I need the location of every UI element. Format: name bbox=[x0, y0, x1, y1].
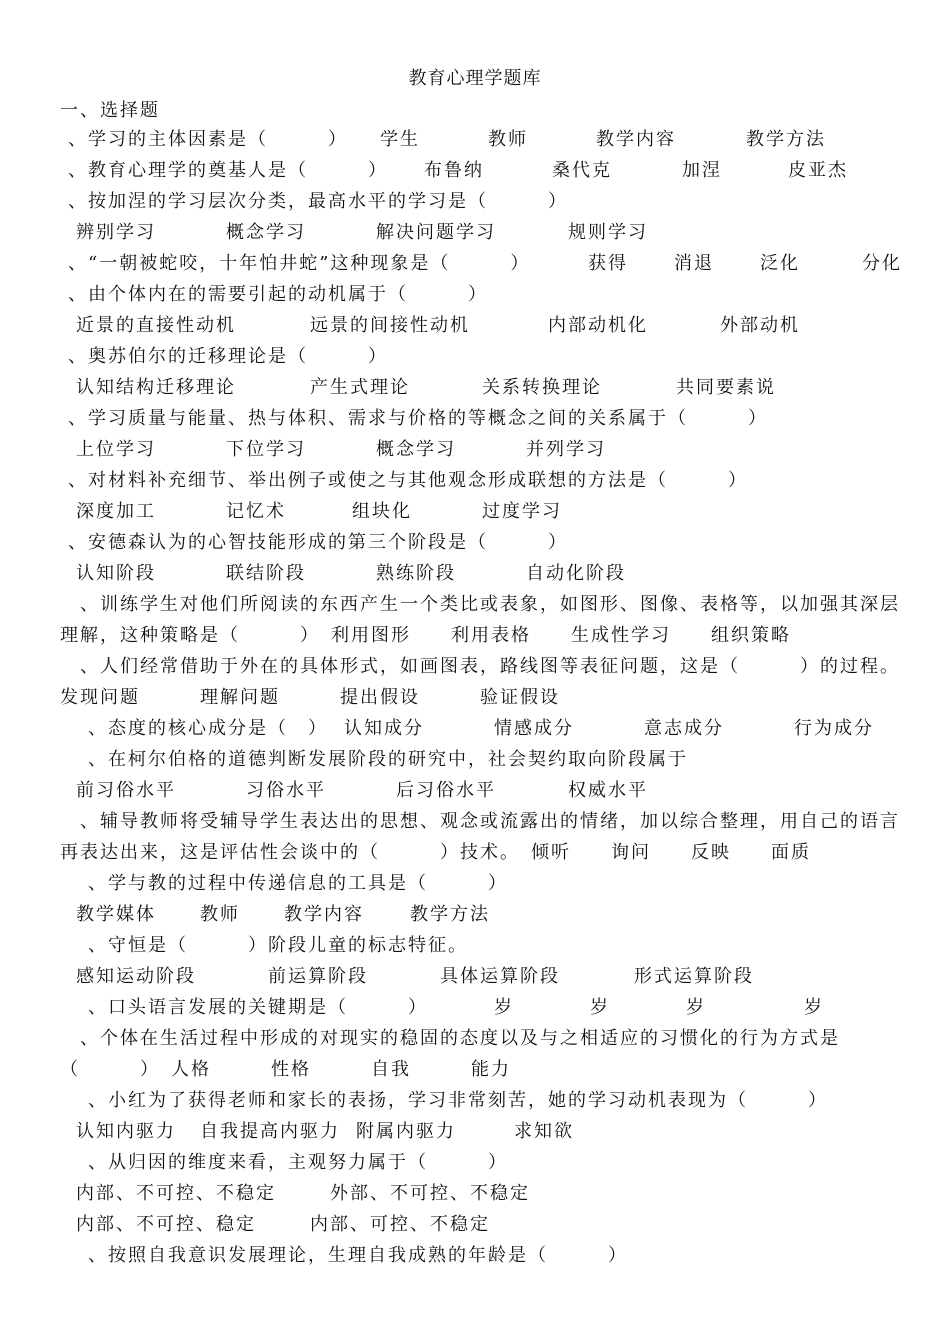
options-line bbox=[60, 217, 905, 248]
question-paragraph: 、个体在生活过程中形成的对现实的稳固的态度以及与之相适应的习惯化的行为方式是（ ） 人格 性格 自我 能力 bbox=[60, 1028, 840, 1080]
answer-option: 上位学习 bbox=[76, 439, 156, 460]
question-stem: 、教育心理学的奠基人是（ ） bbox=[68, 160, 388, 181]
question-stem: 、安德森认为的心智技能形成的第三个阶段是（ ） bbox=[68, 532, 568, 553]
options-line bbox=[60, 775, 905, 806]
answer-option: 概念学习 bbox=[376, 439, 456, 460]
question-line bbox=[60, 279, 905, 310]
answer-option: 教学方法 bbox=[746, 129, 826, 150]
answer-option: 教学方法 bbox=[410, 904, 490, 925]
answer-option: 教师 bbox=[488, 129, 528, 150]
question-stem: 、小红为了获得老师和家长的表扬，学习非常刻苦，她的学习动机表现为（ ） bbox=[68, 1090, 828, 1111]
answer-option: 分化 bbox=[862, 253, 902, 274]
options-line bbox=[60, 961, 905, 992]
question-list bbox=[60, 124, 911, 1271]
answer-option: 学生 bbox=[380, 129, 420, 150]
answer-option: 意志成分 bbox=[644, 718, 724, 739]
answer-option: 情感成分 bbox=[494, 718, 574, 739]
answer-option: 习俗水平 bbox=[246, 780, 326, 801]
question-stem: 、奥苏伯尔的迁移理论是（ ） bbox=[68, 346, 388, 367]
question-line bbox=[60, 930, 905, 961]
question-line bbox=[60, 868, 905, 899]
question-paragraph: 、辅导教师将受辅导学生表达出的思想、观念或流露出的情绪，加以综合整理，用自己的语言再表达出来，这是评估性会谈中的（ ）技术。 倾听 询问 反映 面质 bbox=[60, 811, 900, 863]
question-stem: 、学与教的过程中传递信息的工具是（ ） bbox=[68, 873, 508, 894]
answer-option: 关系转换理论 bbox=[482, 377, 602, 398]
answer-option: 熟练阶段 bbox=[376, 563, 456, 584]
question-stem: 、口头语言发展的关键期是（ ） bbox=[68, 997, 428, 1018]
answer-option: 教学内容 bbox=[284, 904, 364, 925]
answer-option: 辨别学习 bbox=[76, 222, 156, 243]
answer-option: 行为成分 bbox=[794, 718, 874, 739]
answer-option: 内部、不可控、不稳定 bbox=[76, 1183, 276, 1204]
question-line bbox=[60, 1147, 905, 1178]
document-title: 教育心理学题库 bbox=[408, 68, 542, 89]
answer-option: 下位学习 bbox=[226, 439, 306, 460]
question-line bbox=[60, 465, 905, 496]
options-line bbox=[60, 434, 905, 465]
section-heading: 一、选择题 bbox=[60, 100, 160, 121]
question-stem: 、对材料补充细节、举出例子或使之与其他观念形成联想的方法是（ ） bbox=[68, 470, 748, 491]
answer-option: 前运算阶段 bbox=[268, 966, 368, 987]
answer-option: 外部动机 bbox=[720, 315, 800, 336]
answer-option: 教学内容 bbox=[596, 129, 676, 150]
answer-option: 认知内驱力 bbox=[76, 1121, 176, 1142]
answer-option: 自我提高内驱力 bbox=[200, 1121, 340, 1142]
options-line bbox=[60, 1209, 905, 1240]
answer-option: 岁 bbox=[590, 997, 610, 1018]
question-stem: 、学习质量与能量、热与体积、需求与价格的等概念之间的关系属于（ ） bbox=[68, 408, 768, 429]
answer-option: 前习俗水平 bbox=[76, 780, 176, 801]
answer-option: 附属内驱力 bbox=[356, 1121, 456, 1142]
options-line bbox=[60, 372, 905, 403]
answer-option: 后习俗水平 bbox=[396, 780, 496, 801]
question-line bbox=[60, 1240, 905, 1271]
answer-option: 规则学习 bbox=[568, 222, 648, 243]
answer-option: 自动化阶段 bbox=[526, 563, 626, 584]
answer-option: 产生式理论 bbox=[310, 377, 410, 398]
question-stem: 、从归因的维度来看，主观努力属于（ ） bbox=[68, 1152, 508, 1173]
answer-option: 共同要素说 bbox=[676, 377, 776, 398]
question-stem: 、在柯尔伯格的道德判断发展阶段的研究中，社会契约取向阶段属于 bbox=[68, 749, 688, 770]
answer-option: 过度学习 bbox=[482, 501, 562, 522]
question-stem: 、态度的核心成分是（ ） bbox=[68, 718, 328, 739]
question-stem: 、学习的主体因素是（ ） bbox=[68, 129, 348, 150]
question-stem: 、守恒是（ ）阶段儿童的标志特征。 bbox=[68, 935, 468, 956]
options-line bbox=[60, 1116, 905, 1147]
answer-option: 泛化 bbox=[760, 253, 800, 274]
answer-option: 具体运算阶段 bbox=[440, 966, 560, 987]
answer-option: 形式运算阶段 bbox=[634, 966, 754, 987]
question-line bbox=[60, 155, 905, 186]
answer-option: 外部、不可控、不稳定 bbox=[330, 1183, 530, 1204]
options-line bbox=[60, 1178, 905, 1209]
question-stem: 、按加涅的学习层次分类，最高水平的学习是（ ） bbox=[68, 191, 568, 212]
answer-option: 求知欲 bbox=[514, 1121, 574, 1142]
question-paragraph: 、训练学生对他们所阅读的东西产生一个类比或表象，如图形、图像、表格等，以加强其深层理解，这种策略是（ ） 利用图形 利用表格 生成性学习 组织策略 bbox=[60, 594, 900, 646]
answer-option: 认知结构迁移理论 bbox=[76, 377, 236, 398]
answer-option: 并列学习 bbox=[526, 439, 606, 460]
answer-option: 加涅 bbox=[682, 160, 722, 181]
answer-option: 皮亚杰 bbox=[788, 160, 848, 181]
question-stem: 、由个体内在的需要引起的动机属于（ ） bbox=[68, 284, 488, 305]
answer-option: 桑代克 bbox=[552, 160, 612, 181]
question-stem: 、“一朝被蛇咬，十年怕井蛇”这种现象是（ ） bbox=[68, 253, 531, 274]
answer-option: 认知成分 bbox=[344, 718, 424, 739]
answer-option: 内部、不可控、稳定 bbox=[76, 1214, 256, 1235]
answer-option: 组块化 bbox=[352, 501, 412, 522]
answer-option: 远景的间接性动机 bbox=[310, 315, 470, 336]
answer-option: 内部、可控、不稳定 bbox=[310, 1214, 490, 1235]
answer-option: 获得 bbox=[588, 253, 628, 274]
question-line bbox=[60, 403, 905, 434]
answer-option: 岁 bbox=[686, 997, 706, 1018]
answer-option: 岁 bbox=[494, 997, 514, 1018]
answer-option: 解决问题学习 bbox=[376, 222, 496, 243]
answer-option: 概念学习 bbox=[226, 222, 306, 243]
question-paragraph: 、人们经常借助于外在的具体形式，如画图表，路线图等表征问题，这是（ ）的过程。 发现问题 理解问题 提出假设 验证假设 bbox=[60, 656, 911, 708]
question-line bbox=[60, 186, 905, 217]
answer-option: 消退 bbox=[674, 253, 714, 274]
question-stem: 、按照自我意识发展理论，生理自我成熟的年龄是（ ） bbox=[68, 1245, 628, 1266]
answer-option: 记忆术 bbox=[226, 501, 286, 522]
options-line bbox=[60, 310, 905, 341]
options-line bbox=[60, 496, 905, 527]
answer-option: 近景的直接性动机 bbox=[76, 315, 236, 336]
question-line bbox=[60, 713, 905, 744]
answer-option: 教学媒体 bbox=[76, 904, 156, 925]
question-line bbox=[60, 124, 905, 155]
answer-option: 布鲁纳 bbox=[424, 160, 484, 181]
question-line bbox=[60, 744, 905, 775]
answer-option: 深度加工 bbox=[76, 501, 156, 522]
question-line bbox=[60, 527, 905, 558]
question-line bbox=[60, 1085, 905, 1116]
answer-option: 联结阶段 bbox=[226, 563, 306, 584]
answer-option: 内部动机化 bbox=[548, 315, 648, 336]
question-line bbox=[60, 248, 905, 279]
question-line bbox=[60, 992, 905, 1023]
answer-option: 教师 bbox=[200, 904, 240, 925]
answer-option: 感知运动阶段 bbox=[76, 966, 196, 987]
answer-option: 岁 bbox=[804, 997, 824, 1018]
options-line bbox=[60, 899, 905, 930]
question-line bbox=[60, 341, 905, 372]
answer-option: 权威水平 bbox=[568, 780, 648, 801]
options-line bbox=[60, 558, 905, 589]
answer-option: 认知阶段 bbox=[76, 563, 156, 584]
